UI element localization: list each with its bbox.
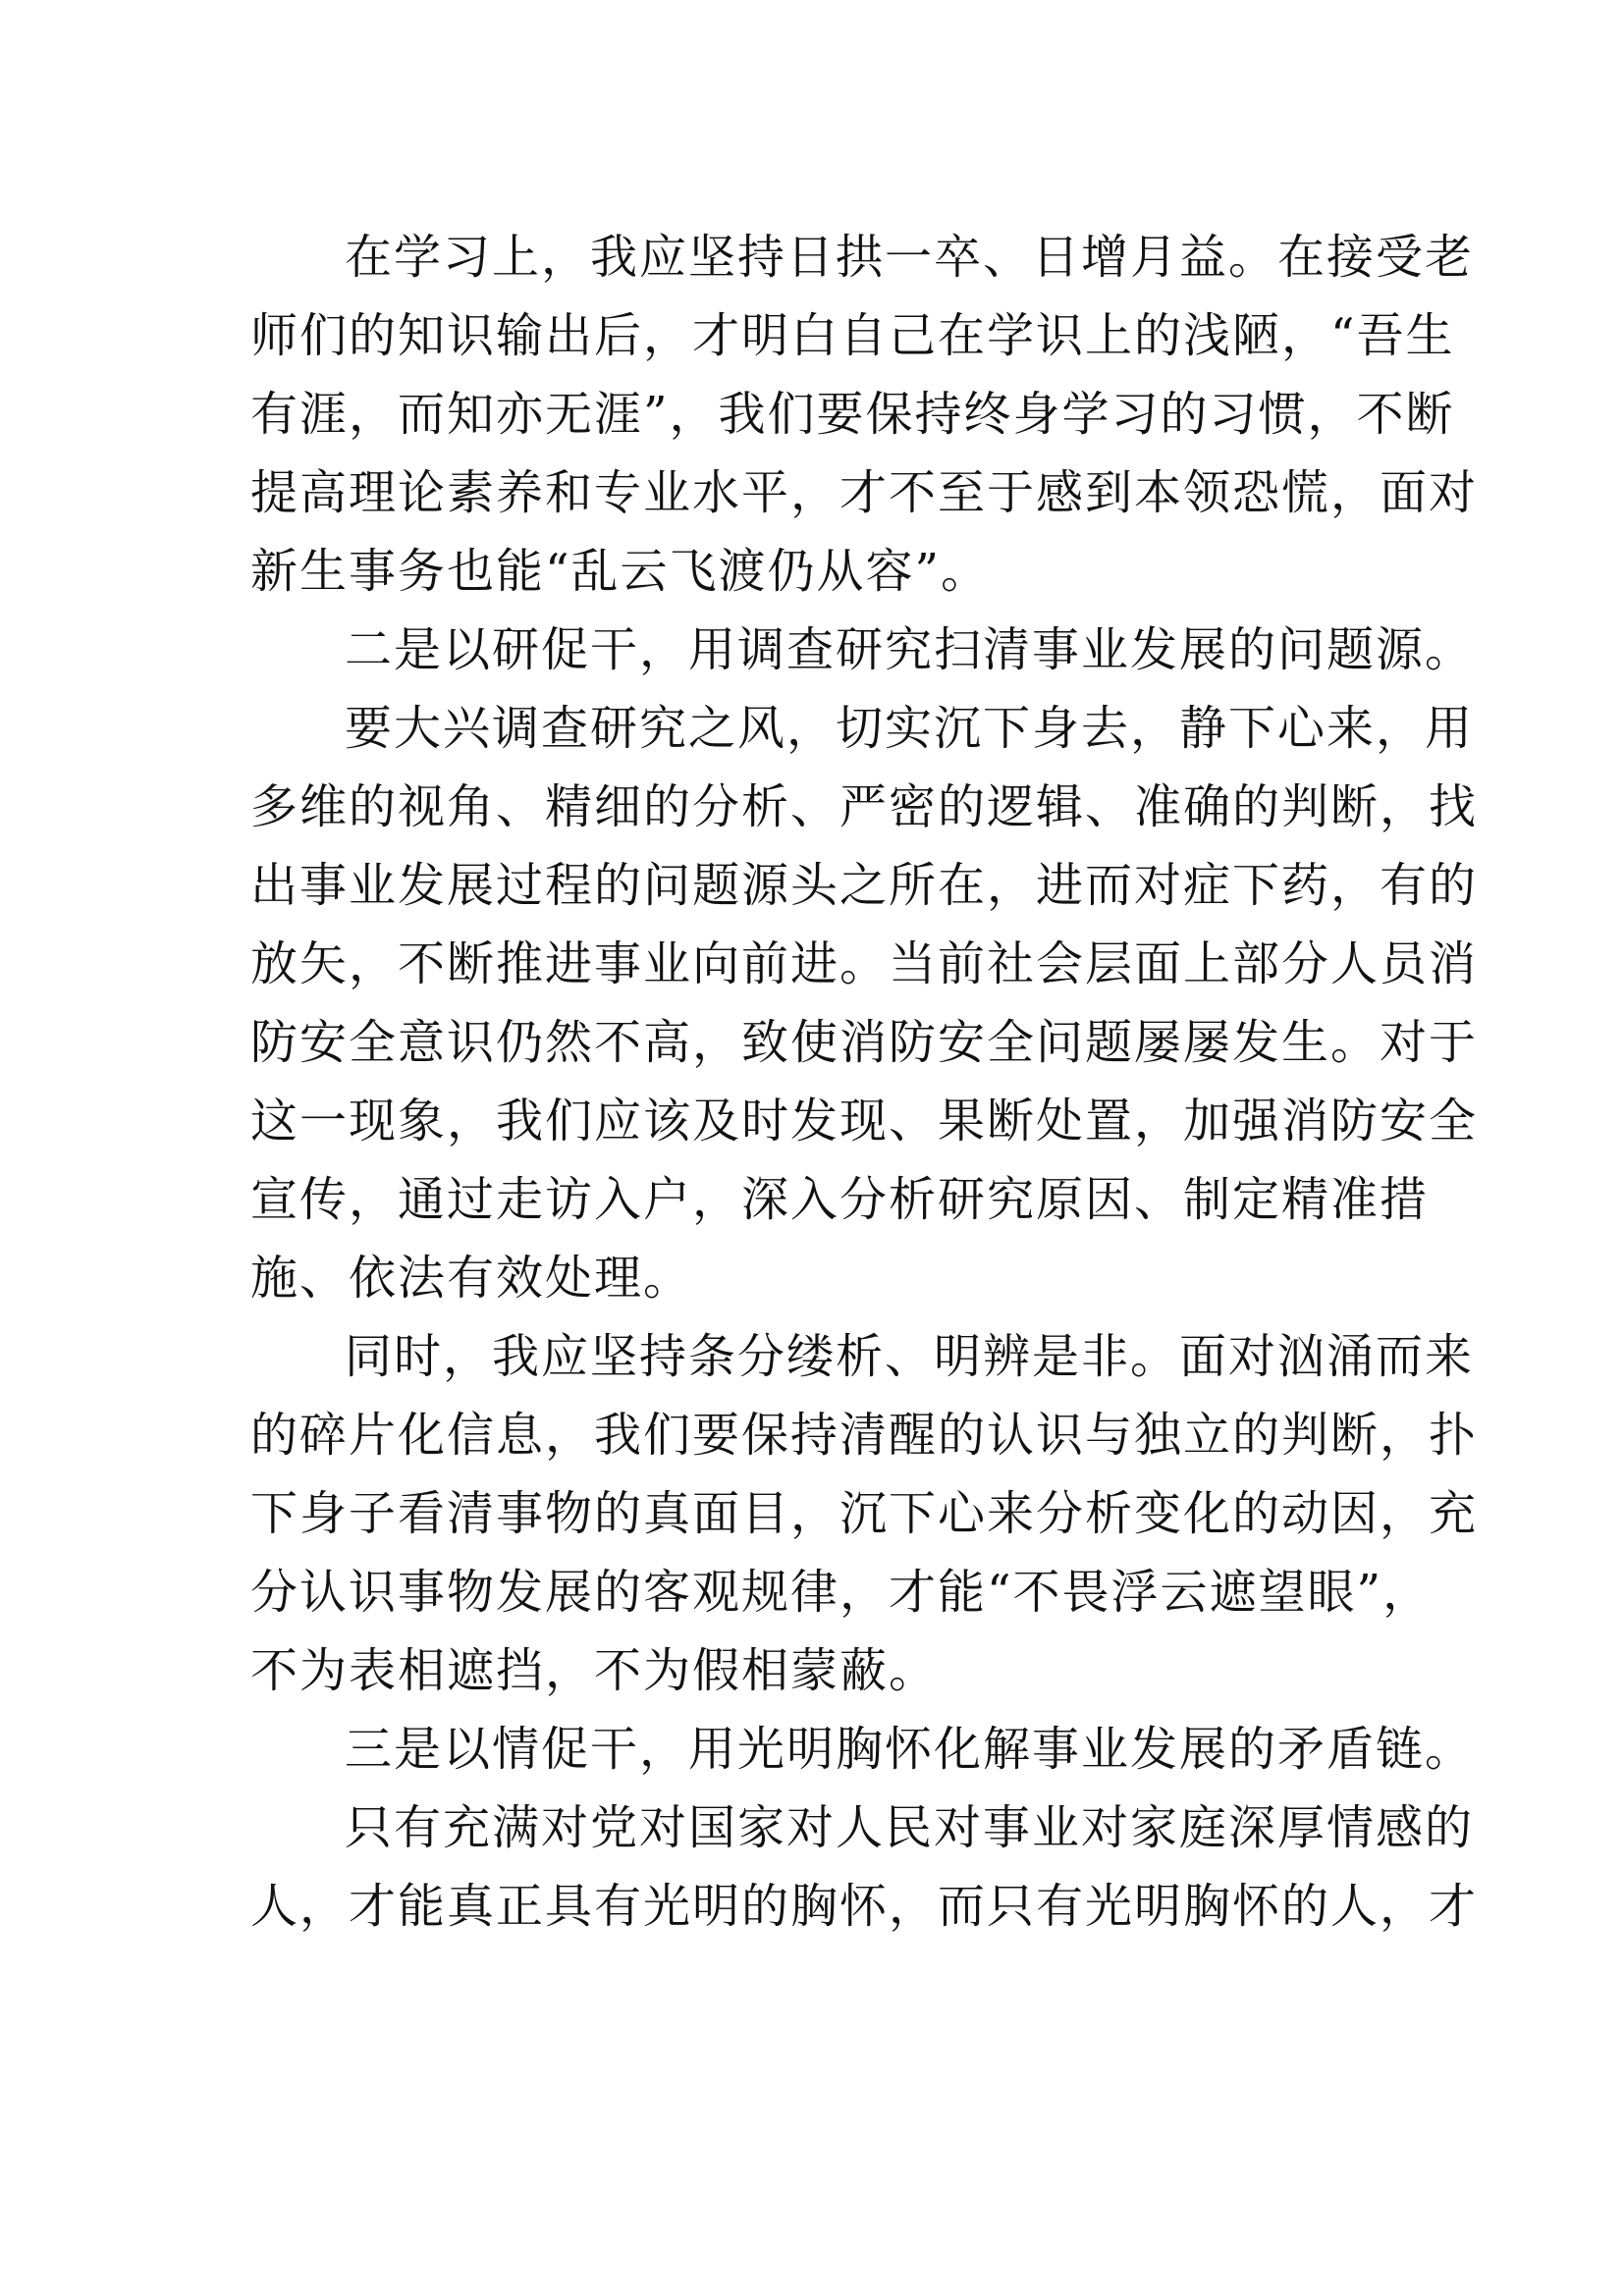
paragraph-line: 这一现象，我们应该及时发现、果断处置，加强消防安全	[250, 1094, 1479, 1148]
paragraph-line: 分认识事物发展的客观规律，才能“不畏浮云遮望眼”，	[250, 1565, 1433, 1620]
paragraph-line: 只有充满对党对国家对人民对事业对家庭深厚情感的	[345, 1800, 1475, 1855]
paragraph-line: 不为表相遮挡，不为假相蒙蔽。	[250, 1643, 939, 1698]
paragraph-line: 要大兴调查研究之风，切实沉下身去，静下心来，用	[345, 701, 1475, 756]
paragraph-line: 多维的视角、精细的分析、严密的逻辑、准确的判断，找	[250, 779, 1479, 834]
paragraph-line: 在学习上，我应坚持日拱一卒、日增月益。在接受老	[345, 230, 1475, 285]
paragraph-line: 施、依法有效处理。	[250, 1251, 693, 1306]
paragraph-line: 新生事务也能“乱云飞渡仍从容”。	[250, 544, 991, 599]
paragraph-line: 宣传，通过走访入户，深入分析研究原因、制定精准措	[250, 1172, 1430, 1227]
paragraph-line: 防安全意识仍然不高，致使消防安全问题屡屡发生。对于	[250, 1015, 1479, 1070]
paragraph-line: 提高理论素养和专业水平，才不至于感到本领恐慌，面对	[250, 465, 1479, 520]
paragraph-line: 下身子看清事物的真面目，沉下心来分析变化的动因，充	[250, 1486, 1479, 1541]
paragraph-line: 同时，我应坚持条分缕析、明辨是非。面对汹涌而来	[345, 1329, 1475, 1384]
paragraph-line: 师们的知识输出后，才明白自己在学识上的浅陋，“吾生	[250, 308, 1455, 363]
paragraph-line: 有涯，而知亦无涯”，我们要保持终身学习的习惯，不断	[250, 387, 1455, 442]
paragraph-line: 的碎片化信息，我们要保持清醒的认识与独立的判断，扑	[250, 1408, 1479, 1463]
section-heading: 三是以情促干，用光明胸怀化解事业发展的矛盾链。	[345, 1722, 1475, 1777]
section-heading: 二是以研促干，用调查研究扫清事业发展的问题源。	[345, 622, 1475, 677]
paragraph-line: 人，才能真正具有光明的胸怀，而只有光明胸怀的人，才	[250, 1879, 1479, 1934]
paragraph-line: 放矢，不断推进事业向前进。当前社会层面上部分人员消	[250, 936, 1479, 991]
paragraph-line: 出事业发展过程的问题源头之所在，进而对症下药，有的	[250, 858, 1479, 913]
